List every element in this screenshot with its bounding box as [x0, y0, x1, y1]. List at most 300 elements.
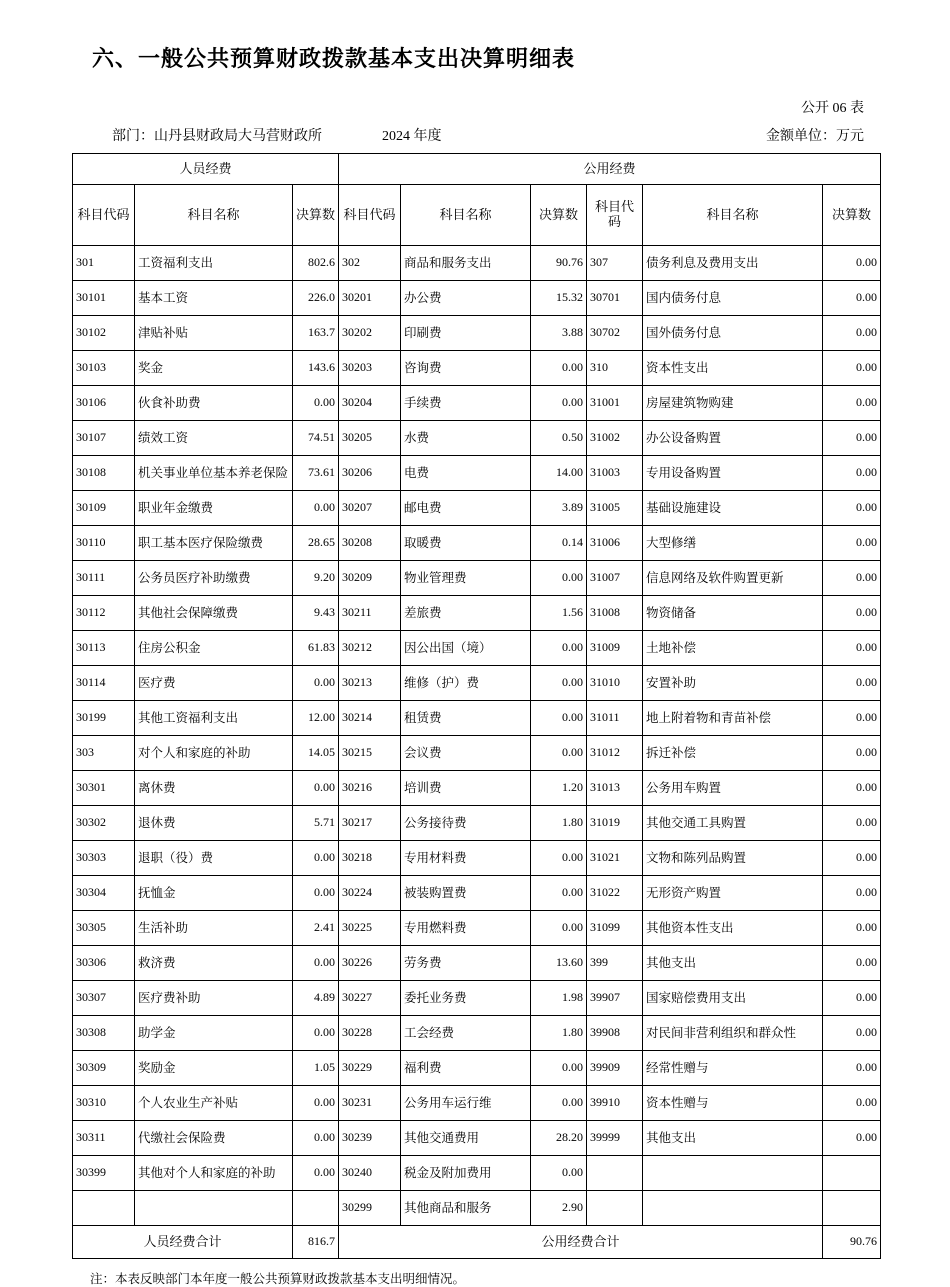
cell-code-public-a: 30215 — [339, 736, 401, 771]
cell-name-personnel — [135, 1191, 293, 1226]
table-row — [73, 421, 881, 456]
cell-amount-public-a: 0.00 — [531, 1086, 587, 1121]
cell-code-personnel — [73, 1191, 135, 1226]
cell-name-public-b — [643, 1156, 823, 1191]
cell-amount-public-a: 0.00 — [531, 1156, 587, 1191]
cell-amount-public-a: 28.20 — [531, 1121, 587, 1156]
cell-name-public-b: 办公设备购置 — [643, 421, 823, 456]
cell-code-public-b: 31005 — [587, 491, 643, 526]
cell-name-personnel: 基本工资 — [135, 281, 293, 316]
cell-name-personnel: 对个人和家庭的补助 — [135, 736, 293, 771]
table-row — [73, 526, 881, 561]
cell-amount-personnel: 4.89 — [293, 981, 339, 1016]
cell-code-personnel: 301 — [73, 246, 135, 281]
cell-name-public-b: 物资储备 — [643, 596, 823, 631]
cell-amount-public-b: 0.00 — [823, 491, 881, 526]
cell-code-personnel: 30307 — [73, 981, 135, 1016]
cell-amount-public-b: 0.00 — [823, 246, 881, 281]
cell-code-public-b: 39999 — [587, 1121, 643, 1156]
table-row — [73, 386, 881, 421]
department-label: 部门：山丹县财政局大马营财政所 — [112, 129, 322, 144]
budget-detail-table — [72, 153, 881, 1259]
cell-name-public-a: 办公费 — [401, 281, 531, 316]
cell-amount-public-b: 0.00 — [823, 1051, 881, 1086]
group-header-row — [73, 154, 881, 185]
cell-amount-personnel: 0.00 — [293, 876, 339, 911]
cell-code-personnel: 30114 — [73, 666, 135, 701]
cell-code-personnel: 30108 — [73, 456, 135, 491]
table-row — [73, 736, 881, 771]
cell-code-public-b: 31003 — [587, 456, 643, 491]
cell-code-personnel: 30113 — [73, 631, 135, 666]
cell-amount-public-b: 0.00 — [823, 911, 881, 946]
page-title: 六、一般公共预算财政拨款基本支出决算明细表 — [92, 46, 576, 71]
cell-name-public-a: 委托业务费 — [401, 981, 531, 1016]
cell-code-personnel: 30311 — [73, 1121, 135, 1156]
cell-name-personnel: 其他社会保障缴费 — [135, 596, 293, 631]
cell-code-public-b: 310 — [587, 351, 643, 386]
table-row — [73, 841, 881, 876]
cell-amount-public-a: 0.00 — [531, 876, 587, 911]
cell-name-public-b: 其他支出 — [643, 946, 823, 981]
cell-amount-public-a: 15.32 — [531, 281, 587, 316]
cell-amount-public-b: 0.00 — [823, 386, 881, 421]
cell-amount-public-b: 0.00 — [823, 1086, 881, 1121]
cell-name-public-b: 信息网络及软件购置更新 — [643, 561, 823, 596]
table-row — [73, 1086, 881, 1121]
cell-amount-public-a: 0.00 — [531, 911, 587, 946]
cell-amount-personnel: 0.00 — [293, 841, 339, 876]
sheet-number: 公开 06 表 — [801, 101, 864, 116]
cell-name-public-a: 水费 — [401, 421, 531, 456]
table-row — [73, 596, 881, 631]
cell-amount-personnel: 0.00 — [293, 1156, 339, 1191]
cell-code-personnel: 30106 — [73, 386, 135, 421]
table-row — [73, 561, 881, 596]
cell-amount-personnel: 0.00 — [293, 1086, 339, 1121]
cell-name-public-b: 文物和陈列品购置 — [643, 841, 823, 876]
cell-code-public-b: 39907 — [587, 981, 643, 1016]
cell-name-public-a: 租赁费 — [401, 701, 531, 736]
cell-code-public-b — [587, 1191, 643, 1226]
table-row — [73, 491, 881, 526]
cell-amount-personnel: 0.00 — [293, 771, 339, 806]
cell-name-personnel: 伙食补助费 — [135, 386, 293, 421]
cell-amount-public-a: 3.89 — [531, 491, 587, 526]
cell-name-public-b: 国家赔偿费用支出 — [643, 981, 823, 1016]
cell-code-personnel: 30103 — [73, 351, 135, 386]
header-name-1: 科目名称 — [135, 185, 293, 246]
cell-amount-personnel: 12.00 — [293, 701, 339, 736]
cell-code-public-a: 30228 — [339, 1016, 401, 1051]
cell-code-public-b: 39908 — [587, 1016, 643, 1051]
cell-amount-personnel: 143.6 — [293, 351, 339, 386]
cell-amount-public-a: 14.00 — [531, 456, 587, 491]
cell-amount-public-a: 90.76 — [531, 246, 587, 281]
cell-code-personnel: 30309 — [73, 1051, 135, 1086]
table-row — [73, 1016, 881, 1051]
cell-amount-personnel: 9.43 — [293, 596, 339, 631]
personnel-total-value: 816.7 — [293, 1226, 339, 1259]
cell-code-personnel: 30308 — [73, 1016, 135, 1051]
table-row — [73, 316, 881, 351]
cell-amount-public-a: 1.20 — [531, 771, 587, 806]
cell-code-personnel: 30199 — [73, 701, 135, 736]
cell-code-public-b: 31013 — [587, 771, 643, 806]
cell-code-public-a: 30203 — [339, 351, 401, 386]
meta-row — [70, 125, 880, 145]
cell-code-personnel: 30399 — [73, 1156, 135, 1191]
cell-code-personnel: 30102 — [73, 316, 135, 351]
cell-code-personnel: 30302 — [73, 806, 135, 841]
cell-code-public-a: 30209 — [339, 561, 401, 596]
cell-amount-public-b: 0.00 — [823, 596, 881, 631]
cell-name-public-b: 专用设备购置 — [643, 456, 823, 491]
cell-code-public-a: 30212 — [339, 631, 401, 666]
cell-amount-personnel: 0.00 — [293, 1121, 339, 1156]
cell-name-personnel: 其他工资福利支出 — [135, 701, 293, 736]
cell-amount-personnel: 2.41 — [293, 911, 339, 946]
cell-code-public-b — [587, 1156, 643, 1191]
cell-amount-public-b — [823, 1156, 881, 1191]
table-row — [73, 771, 881, 806]
cell-amount-personnel — [293, 1191, 339, 1226]
totals-row — [73, 1226, 881, 1259]
header-amount-1: 决算数 — [293, 185, 339, 246]
personnel-total-label: 人员经费合计 — [73, 1226, 293, 1259]
cell-code-personnel: 30112 — [73, 596, 135, 631]
cell-amount-personnel: 9.20 — [293, 561, 339, 596]
cell-code-public-b: 31012 — [587, 736, 643, 771]
cell-name-public-a: 公务接待费 — [401, 806, 531, 841]
cell-code-public-a: 30216 — [339, 771, 401, 806]
cell-name-personnel: 其他对个人和家庭的补助 — [135, 1156, 293, 1191]
cell-amount-public-b: 0.00 — [823, 736, 881, 771]
cell-name-public-a: 培训费 — [401, 771, 531, 806]
cell-amount-public-b: 0.00 — [823, 351, 881, 386]
cell-name-personnel: 助学金 — [135, 1016, 293, 1051]
cell-amount-public-b: 0.00 — [823, 561, 881, 596]
cell-code-public-a: 30207 — [339, 491, 401, 526]
cell-name-public-b: 基础设施建设 — [643, 491, 823, 526]
cell-amount-public-b: 0.00 — [823, 1016, 881, 1051]
cell-name-personnel: 救济费 — [135, 946, 293, 981]
cell-name-public-a: 印刷费 — [401, 316, 531, 351]
cell-amount-public-b: 0.00 — [823, 456, 881, 491]
table-row — [73, 666, 881, 701]
cell-name-public-b: 其他支出 — [643, 1121, 823, 1156]
cell-amount-personnel: 0.00 — [293, 386, 339, 421]
cell-code-public-b: 31022 — [587, 876, 643, 911]
cell-name-public-a: 会议费 — [401, 736, 531, 771]
cell-code-public-a: 30205 — [339, 421, 401, 456]
cell-name-personnel: 奖金 — [135, 351, 293, 386]
cell-name-public-a: 取暖费 — [401, 526, 531, 561]
cell-code-public-a: 30206 — [339, 456, 401, 491]
table-row — [73, 1191, 881, 1226]
cell-amount-public-a: 0.00 — [531, 386, 587, 421]
cell-amount-public-a: 0.00 — [531, 701, 587, 736]
cell-code-public-a: 30211 — [339, 596, 401, 631]
cell-amount-personnel: 226.0 — [293, 281, 339, 316]
cell-name-public-b — [643, 1191, 823, 1226]
table-row — [73, 946, 881, 981]
cell-name-public-b: 无形资产购置 — [643, 876, 823, 911]
table-row — [73, 351, 881, 386]
cell-amount-public-b: 0.00 — [823, 1121, 881, 1156]
cell-name-public-a: 物业管理费 — [401, 561, 531, 596]
cell-name-personnel: 工资福利支出 — [135, 246, 293, 281]
cell-amount-public-a: 13.60 — [531, 946, 587, 981]
cell-amount-public-b: 0.00 — [823, 666, 881, 701]
table-note: 注：本表反映部门本年度一般公共预算财政拨款基本支出明细情况。 — [90, 1272, 466, 1286]
cell-name-personnel: 职工基本医疗保险缴费 — [135, 526, 293, 561]
cell-amount-public-a: 0.00 — [531, 736, 587, 771]
cell-amount-personnel: 14.05 — [293, 736, 339, 771]
header-code-2: 科目代码 — [339, 185, 401, 246]
cell-code-public-b: 31011 — [587, 701, 643, 736]
group-header-personnel: 人员经费 — [73, 154, 339, 185]
cell-amount-public-a: 0.00 — [531, 841, 587, 876]
cell-name-public-b: 资本性支出 — [643, 351, 823, 386]
cell-name-public-a: 工会经费 — [401, 1016, 531, 1051]
cell-name-public-b: 地上附着物和青苗补偿 — [643, 701, 823, 736]
header-amount-3: 决算数 — [823, 185, 881, 246]
cell-amount-public-b: 0.00 — [823, 771, 881, 806]
cell-name-personnel: 代缴社会保险费 — [135, 1121, 293, 1156]
cell-amount-public-a: 1.80 — [531, 806, 587, 841]
cell-name-personnel: 医疗费 — [135, 666, 293, 701]
cell-amount-public-a: 2.90 — [531, 1191, 587, 1226]
cell-code-public-b: 31010 — [587, 666, 643, 701]
table-row — [73, 1121, 881, 1156]
header-name-3: 科目名称 — [643, 185, 823, 246]
cell-name-public-b: 其他交通工具购置 — [643, 806, 823, 841]
cell-code-personnel: 303 — [73, 736, 135, 771]
cell-code-public-b: 31099 — [587, 911, 643, 946]
cell-amount-public-a: 0.00 — [531, 666, 587, 701]
cell-name-personnel: 机关事业单位基本养老保险 — [135, 456, 293, 491]
cell-code-public-a: 30202 — [339, 316, 401, 351]
cell-code-public-b: 30701 — [587, 281, 643, 316]
cell-amount-personnel: 74.51 — [293, 421, 339, 456]
cell-name-personnel: 医疗费补助 — [135, 981, 293, 1016]
cell-code-personnel: 30303 — [73, 841, 135, 876]
cell-code-public-a: 30224 — [339, 876, 401, 911]
cell-code-public-b: 31021 — [587, 841, 643, 876]
cell-name-public-b: 土地补偿 — [643, 631, 823, 666]
cell-code-public-b: 39910 — [587, 1086, 643, 1121]
cell-code-public-b: 31009 — [587, 631, 643, 666]
group-header-public: 公用经费 — [339, 154, 881, 185]
cell-name-personnel: 个人农业生产补贴 — [135, 1086, 293, 1121]
cell-name-public-b: 资本性赠与 — [643, 1086, 823, 1121]
cell-code-public-b: 31002 — [587, 421, 643, 456]
cell-code-personnel: 30110 — [73, 526, 135, 561]
cell-amount-personnel: 73.61 — [293, 456, 339, 491]
cell-code-public-a: 30227 — [339, 981, 401, 1016]
cell-code-public-b: 31006 — [587, 526, 643, 561]
cell-name-personnel: 职业年金缴费 — [135, 491, 293, 526]
cell-amount-public-a: 3.88 — [531, 316, 587, 351]
cell-code-public-a: 302 — [339, 246, 401, 281]
cell-amount-personnel: 1.05 — [293, 1051, 339, 1086]
table-row — [73, 281, 881, 316]
table-row — [73, 456, 881, 491]
cell-amount-public-a: 1.80 — [531, 1016, 587, 1051]
cell-name-public-b: 债务利息及费用支出 — [643, 246, 823, 281]
cell-amount-personnel: 163.7 — [293, 316, 339, 351]
table-row — [73, 631, 881, 666]
cell-name-public-a: 专用燃料费 — [401, 911, 531, 946]
cell-code-public-b: 307 — [587, 246, 643, 281]
cell-code-public-b: 31001 — [587, 386, 643, 421]
cell-name-public-b: 经常性赠与 — [643, 1051, 823, 1086]
cell-name-public-b: 大型修缮 — [643, 526, 823, 561]
cell-name-public-a: 维修（护）费 — [401, 666, 531, 701]
cell-code-personnel: 30306 — [73, 946, 135, 981]
cell-name-personnel: 住房公积金 — [135, 631, 293, 666]
cell-name-public-a: 因公出国（境） — [401, 631, 531, 666]
cell-amount-public-a: 1.56 — [531, 596, 587, 631]
cell-name-personnel: 离休费 — [135, 771, 293, 806]
cell-name-personnel: 绩效工资 — [135, 421, 293, 456]
cell-code-public-b: 39909 — [587, 1051, 643, 1086]
cell-amount-public-a: 0.00 — [531, 351, 587, 386]
cell-amount-public-b: 0.00 — [823, 631, 881, 666]
cell-amount-public-b: 0.00 — [823, 526, 881, 561]
cell-code-personnel: 30305 — [73, 911, 135, 946]
cell-name-public-a: 其他交通费用 — [401, 1121, 531, 1156]
cell-name-personnel: 奖励金 — [135, 1051, 293, 1086]
cell-name-public-b: 国内债务付息 — [643, 281, 823, 316]
cell-code-public-b: 30702 — [587, 316, 643, 351]
cell-name-public-a: 差旅费 — [401, 596, 531, 631]
cell-code-public-b: 399 — [587, 946, 643, 981]
cell-amount-personnel: 802.6 — [293, 246, 339, 281]
cell-code-public-a: 30214 — [339, 701, 401, 736]
cell-code-personnel: 30111 — [73, 561, 135, 596]
cell-name-personnel: 退休费 — [135, 806, 293, 841]
table-row — [73, 246, 881, 281]
cell-name-public-a: 劳务费 — [401, 946, 531, 981]
cell-code-public-a: 30218 — [339, 841, 401, 876]
cell-amount-public-b: 0.00 — [823, 981, 881, 1016]
cell-name-public-a: 商品和服务支出 — [401, 246, 531, 281]
cell-name-public-a: 公务用车运行维 — [401, 1086, 531, 1121]
cell-name-public-a: 税金及附加费用 — [401, 1156, 531, 1191]
cell-amount-public-a: 0.14 — [531, 526, 587, 561]
cell-amount-public-b: 0.00 — [823, 946, 881, 981]
cell-amount-personnel: 0.00 — [293, 491, 339, 526]
table-row — [73, 981, 881, 1016]
cell-name-personnel: 公务员医疗补助缴费 — [135, 561, 293, 596]
cell-amount-public-b: 0.00 — [823, 806, 881, 841]
cell-amount-public-b: 0.00 — [823, 701, 881, 736]
cell-code-public-a: 30217 — [339, 806, 401, 841]
cell-amount-public-b — [823, 1191, 881, 1226]
cell-name-personnel: 抚恤金 — [135, 876, 293, 911]
cell-code-public-b: 31008 — [587, 596, 643, 631]
cell-name-public-a: 咨询费 — [401, 351, 531, 386]
cell-amount-public-b: 0.00 — [823, 876, 881, 911]
table-row — [73, 701, 881, 736]
cell-amount-personnel: 61.83 — [293, 631, 339, 666]
cell-name-public-b: 对民间非营利组织和群众性 — [643, 1016, 823, 1051]
cell-code-personnel: 30109 — [73, 491, 135, 526]
public-total-label: 公用经费合计 — [339, 1226, 823, 1259]
cell-amount-public-a: 0.50 — [531, 421, 587, 456]
cell-name-public-b: 其他资本性支出 — [643, 911, 823, 946]
cell-amount-personnel: 5.71 — [293, 806, 339, 841]
cell-amount-personnel: 0.00 — [293, 666, 339, 701]
cell-code-public-a: 30229 — [339, 1051, 401, 1086]
cell-name-public-b: 房屋建筑物购建 — [643, 386, 823, 421]
table-row — [73, 1051, 881, 1086]
header-amount-2: 决算数 — [531, 185, 587, 246]
cell-code-public-a: 30226 — [339, 946, 401, 981]
cell-code-public-b: 31019 — [587, 806, 643, 841]
cell-code-public-b: 31007 — [587, 561, 643, 596]
cell-amount-public-a: 0.00 — [531, 1051, 587, 1086]
cell-code-public-a: 30231 — [339, 1086, 401, 1121]
column-header-row — [73, 185, 881, 246]
cell-code-personnel: 30310 — [73, 1086, 135, 1121]
cell-amount-public-b: 0.00 — [823, 281, 881, 316]
cell-name-public-b: 拆迁补偿 — [643, 736, 823, 771]
cell-code-public-a: 30208 — [339, 526, 401, 561]
cell-name-personnel: 生活补助 — [135, 911, 293, 946]
cell-code-public-a: 30204 — [339, 386, 401, 421]
table-row — [73, 1156, 881, 1191]
header-name-2: 科目名称 — [401, 185, 531, 246]
cell-amount-public-b: 0.00 — [823, 316, 881, 351]
cell-name-public-a: 其他商品和服务 — [401, 1191, 531, 1226]
cell-code-personnel: 30107 — [73, 421, 135, 456]
cell-name-public-a: 邮电费 — [401, 491, 531, 526]
cell-amount-public-a: 0.00 — [531, 631, 587, 666]
cell-code-personnel: 30101 — [73, 281, 135, 316]
cell-code-personnel: 30304 — [73, 876, 135, 911]
cell-name-personnel: 退职（役）费 — [135, 841, 293, 876]
header-code-3: 科目代码 — [587, 185, 643, 246]
cell-amount-public-b: 0.00 — [823, 841, 881, 876]
table-row — [73, 806, 881, 841]
year-label: 2024 年度 — [382, 129, 442, 144]
cell-code-personnel: 30301 — [73, 771, 135, 806]
cell-code-public-a: 30213 — [339, 666, 401, 701]
cell-code-public-a: 30239 — [339, 1121, 401, 1156]
cell-name-personnel: 津贴补贴 — [135, 316, 293, 351]
cell-code-public-a: 30225 — [339, 911, 401, 946]
cell-name-public-a: 被装购置费 — [401, 876, 531, 911]
cell-name-public-a: 电费 — [401, 456, 531, 491]
cell-amount-public-a: 1.98 — [531, 981, 587, 1016]
cell-amount-personnel: 0.00 — [293, 946, 339, 981]
table-row — [73, 911, 881, 946]
cell-amount-personnel: 0.00 — [293, 1016, 339, 1051]
cell-name-public-b: 安置补助 — [643, 666, 823, 701]
cell-amount-public-a: 0.00 — [531, 561, 587, 596]
amount-unit-label: 金额单位：万元 — [766, 129, 864, 144]
cell-amount-personnel: 28.65 — [293, 526, 339, 561]
cell-code-public-a: 30240 — [339, 1156, 401, 1191]
cell-name-public-b: 国外债务付息 — [643, 316, 823, 351]
cell-name-public-a: 专用材料费 — [401, 841, 531, 876]
header-code-1: 科目代码 — [73, 185, 135, 246]
cell-amount-public-b: 0.00 — [823, 421, 881, 456]
cell-code-public-a: 30201 — [339, 281, 401, 316]
